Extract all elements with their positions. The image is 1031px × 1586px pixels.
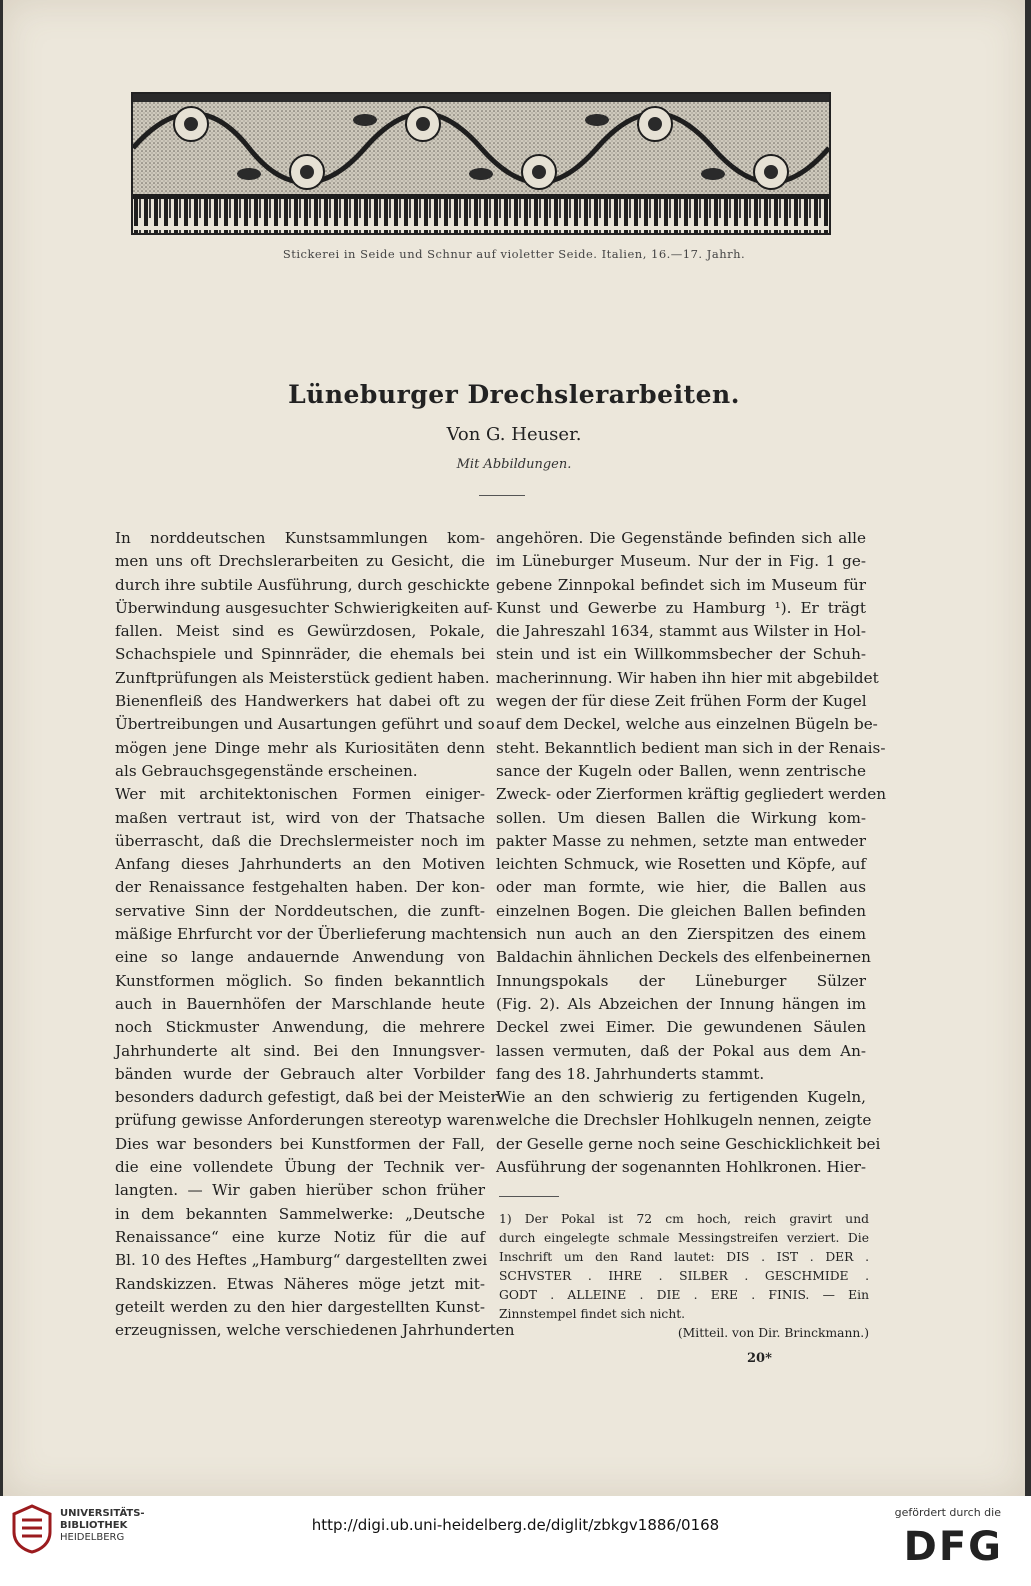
text-line: Übertreibungen und Ausartungen geführt und so <box>115 715 495 734</box>
text-line: maßen vertraut ist, wird von der Thatsache <box>115 808 485 827</box>
text-line: als Gebrauchsgegenstände erscheinen. <box>115 761 418 780</box>
title-divider <box>479 495 525 496</box>
article-author: Von G. Heuser. <box>446 424 582 445</box>
text-line: durch ihre subtile Ausführung, durch geschickte <box>115 575 490 594</box>
dfg-logo: DFG <box>903 1524 1003 1570</box>
text-line: prüfung gewisse Anforderungen stereotyp waren. <box>115 1111 500 1130</box>
text-line: sich nun auch an den Zierspitzen des einem <box>496 925 866 944</box>
text-line: (Fig. 2). Als Abzeichen der Innung hängen im <box>496 994 866 1013</box>
text-line: Randskizzen. Etwas Näheres möge jetzt mit- <box>115 1274 485 1293</box>
text-line: SCHVSTER . IHRE . SILBER . GESCHMIDE . <box>499 1269 869 1283</box>
text-line: Anfang dieses Jahrhunderts an den Motiven <box>115 855 485 874</box>
text-line: Dies war besonders bei Kunstformen der Fall, <box>115 1134 485 1153</box>
text-line: der Geselle gerne noch seine Geschicklichkeit bei <box>496 1134 881 1153</box>
text-line: fallen. Meist sind es Gewürzdosen, Pokale, <box>115 622 485 641</box>
text-line: oder man formte, wie hier, die Ballen aus <box>496 878 866 897</box>
text-line: die Jahreszahl 1634, stammt aus Wilster in Hol- <box>496 622 866 641</box>
text-line: der Renaissance festgehalten haben. Der kon- <box>115 878 485 897</box>
text-line: erzeugnissen, welche verschiedenen Jahrhunderten <box>115 1321 515 1340</box>
viewer-footer <box>0 1496 1031 1586</box>
text-line: einzelnen Bogen. Die gleichen Ballen befinden <box>496 901 866 920</box>
text-line: Baldachin ähnlichen Deckels des elfenbeinernen <box>496 948 871 967</box>
text-line: Inschrift um den Rand lautet: DIS . IST . DER . <box>499 1250 869 1264</box>
text-line: in dem bekannten Sammelwerke: „Deutsche <box>115 1204 485 1223</box>
text-line: angehören. Die Gegenstände befinden sich alle <box>496 529 866 547</box>
text-line: wegen der für diese Zeit frühen Form der Kugel <box>496 692 867 711</box>
footnote <box>499 1210 869 1343</box>
text-line: Wie an den schwierig zu fertigenden Kugeln, <box>496 1088 866 1107</box>
illustration-caption: Stickerei in Seide und Schnur auf violetter Seide. Italien, 16.—17. Jahrh. <box>282 247 746 261</box>
library-line: HEIDELBERG <box>60 1532 125 1543</box>
text-line: Jahrhunderte alt sind. Bei den Innungsver- <box>115 1041 485 1060</box>
text-line: stein und ist ein Willkommsbecher der Schuh- <box>496 645 866 664</box>
left-text-column <box>115 527 515 1342</box>
text-line: Wer mit architektonischen Formen einiger- <box>115 785 485 804</box>
scanned-page <box>3 0 1025 1496</box>
text-line: 1) Der Pokal ist 72 cm hoch, reich gravirt und <box>499 1212 869 1226</box>
document-url[interactable]: http://digi.ub.uni-heidelberg.de/diglit/zbkgv1886/0168 <box>311 1516 720 1534</box>
text-line: auf dem Deckel, welche aus einzelnen Bügeln be- <box>496 715 878 734</box>
text-line: bänden wurde der Gebrauch alter Vorbilder <box>115 1064 485 1083</box>
text-line: eine so lange andauernde Anwendung von <box>115 948 485 967</box>
ornament-pattern <box>133 94 829 233</box>
text-line: Deckel zwei Eimer. Die gewundenen Säulen <box>496 1018 866 1037</box>
text-line: Kunst und Gewerbe zu Hamburg ¹). Er trägt <box>496 598 866 617</box>
text-line: überrascht, daß die Drechslermeister noch im <box>115 831 485 850</box>
text-line: Ausführung der sogenannten Hohlkronen. Hier- <box>496 1158 866 1177</box>
page-signature: 20* <box>747 1351 772 1366</box>
funding-label: gefördert durch die <box>894 1506 1001 1519</box>
text-line: Renaissance“ eine kurze Notiz für die auf <box>115 1227 485 1246</box>
embroidery-ornament-illustration <box>131 92 831 235</box>
text-line: Schachspiele und Spinnräder, die ehemals bei <box>115 645 485 664</box>
text-line: men uns oft Drechslerarbeiten zu Gesicht, die <box>115 552 485 571</box>
text-line: sollen. Um diesen Ballen die Wirkung kom- <box>496 808 866 827</box>
text-line: pakter Masse zu nehmen, setzte man entweder <box>496 831 866 850</box>
text-line: gebene Zinnpokal befindet sich im Museum für <box>496 575 866 594</box>
text-line: steht. Bekanntlich bedient man sich in der Renais- <box>496 738 886 757</box>
text-line: mögen jene Dinge mehr als Kuriositäten denn <box>115 738 485 757</box>
text-line: mäßige Ehrfurcht vor der Überlieferung machten <box>115 925 498 944</box>
text-line: langten. — Wir gaben hierüber schon früher <box>115 1181 485 1200</box>
text-line: geteilt werden zu den hier dargestellten Kunst- <box>115 1297 485 1316</box>
text-line: Zweck- oder Zierformen kräftig gegliedert werden <box>496 785 886 804</box>
text-line: Zunftprüfungen als Meisterstück gedient haben. <box>115 668 490 687</box>
article-title: Lüneburger Drechslerarbeiten. <box>288 380 740 409</box>
text-line: fang des 18. Jahrhunderts stammt. <box>496 1064 765 1083</box>
text-line: servative Sinn der Norddeutschen, die zunft- <box>115 901 485 920</box>
text-line: macherinnung. Wir haben ihn hier mit abgebildet <box>496 668 879 687</box>
text-line: besonders dadurch gefestigt, daß bei der Meister- <box>115 1088 503 1107</box>
text-line: Überwindung ausgesuchter Schwierigkeiten auf- <box>115 598 493 617</box>
footnote-divider <box>499 1196 559 1197</box>
text-line: Bienenfleiß des Handwerkers hat dabei oft zu <box>115 692 485 711</box>
library-line: UNIVERSITÄTS- <box>60 1508 145 1519</box>
right-text-column <box>496 527 886 1179</box>
text-line: Bl. 10 des Heftes „Hamburg“ dargestellten zwei <box>115 1251 488 1270</box>
text-line: welche die Drechsler Hohlkugeln nennen, zeigte <box>496 1111 872 1130</box>
text-line: sance der Kugeln oder Ballen, wenn zentrische <box>496 761 866 780</box>
text-line: noch Stickmuster Anwendung, die mehrere <box>115 1018 485 1037</box>
text-line: auch in Bauernhöfen der Marschlande heute <box>115 994 485 1013</box>
text-line: Innungspokals der Lüneburger Sülzer <box>496 971 866 990</box>
library-line: BIBLIOTHEK <box>60 1520 128 1531</box>
text-line: durch eingelegte schmale Messingstreifen verziert. Die <box>499 1231 869 1245</box>
footnote-credit: (Mitteil. von Dir. Brinckmann.) <box>677 1326 869 1340</box>
text-line: GODT . ALLEINE . DIE . ERE . FINIS. — Ein <box>499 1288 869 1302</box>
text-line: lassen vermuten, daß der Pokal aus dem An- <box>496 1041 866 1060</box>
text-line: leichten Schmuck, wie Rosetten und Köpfe, auf <box>496 855 866 874</box>
text-line: Zinnstempel findet sich nicht. <box>499 1307 686 1321</box>
text-line: In norddeutschen Kunstsammlungen kom- <box>115 529 485 547</box>
text-line: Kunstformen möglich. So finden bekanntlich <box>115 971 485 990</box>
text-line: die eine vollendete Übung der Technik ver- <box>115 1158 485 1177</box>
article-subtitle: Mit Abbildungen. <box>456 457 572 472</box>
text-line: im Lüneburger Museum. Nur der in Fig. 1 ge- <box>496 552 866 571</box>
